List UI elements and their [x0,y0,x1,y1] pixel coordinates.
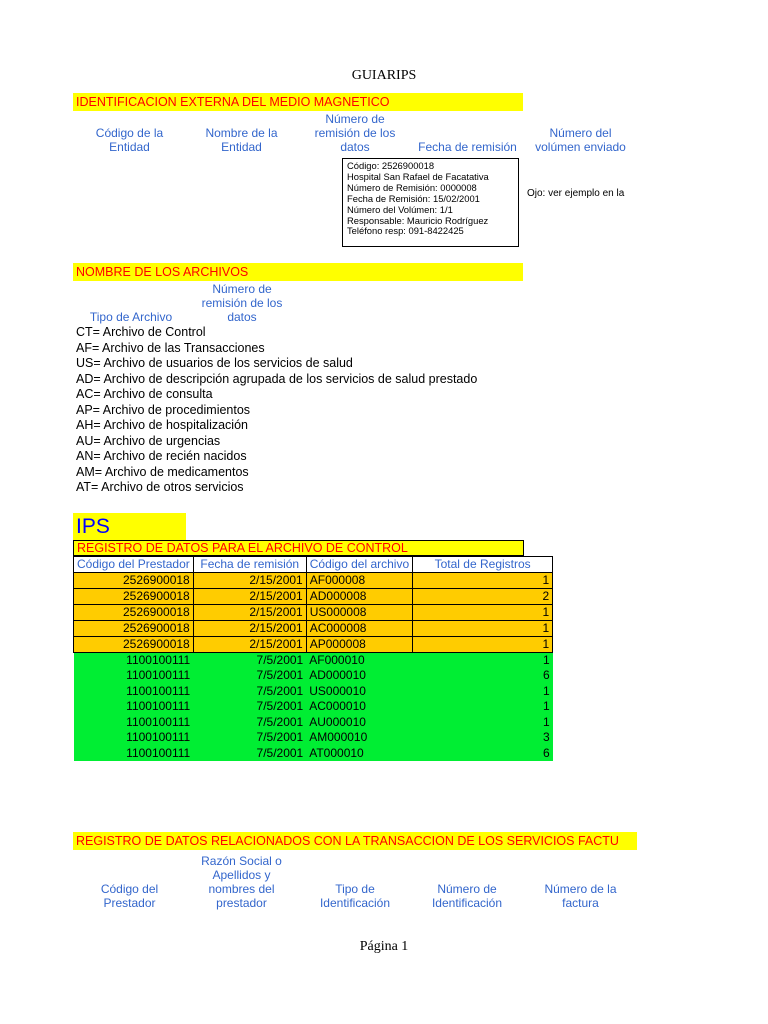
table-row [74,684,553,700]
col-numero-volumen: Número del volúmen enviado [535,126,626,154]
file-type-item: AC= Archivo de consulta [76,387,213,401]
section-bar-identificacion: IDENTIFICACION EXTERNA DEL MEDIO MAGNETICO [73,93,523,111]
table-row [74,715,553,731]
label-line: Número del Volúmen: 1/1 [347,203,453,215]
col-codigo-entidad: Código de la Entidad [95,126,164,154]
cell-archivo: AT000010 [306,746,412,762]
header-total-registros: Total de Registros [413,557,553,573]
cell-prestador: 2526900018 [74,605,194,621]
cell-fecha: 7/5/2001 [193,684,306,700]
table-row [74,589,553,605]
cell-archivo: AP000008 [306,637,412,653]
label-line: Responsable: Mauricio Rodríguez [347,214,489,226]
section-bar-nombre-archivos: NOMBRE DE LOS ARCHIVOS [73,263,523,281]
cell-prestador: 1100100111 [74,699,194,715]
file-type-item: AM= Archivo de medicamentos [76,464,249,479]
table-row [74,653,553,669]
header-fecha-remision: Fecha de remisión [193,557,306,573]
cell-total: 1 [413,653,553,669]
table-row [74,746,553,762]
cell-total: 1 [413,621,553,637]
file-type-item: AH= Archivo de hospitalización [76,418,248,432]
cell-prestador: 1100100111 [74,684,194,700]
table-row [74,621,553,637]
table-row [74,699,553,715]
cell-prestador: 1100100111 [74,668,194,684]
col-numero-identificacion: Número de Identificación [431,882,503,910]
file-type-item: CT= Archivo de Control [76,325,206,339]
label-line: Teléfono resp: 091-8422425 [347,225,464,237]
col-numero-factura: Número de la factura [544,882,617,910]
col-fecha-remision: Fecha de remisión [418,140,517,154]
cell-total: 1 [413,573,553,589]
cell-archivo: AC000008 [306,621,412,637]
cell-prestador: 2526900018 [74,621,194,637]
cell-archivo: AF000008 [306,573,412,589]
cell-fecha: 2/15/2001 [193,589,306,605]
file-type-item: AT= Archivo de otros servicios [76,480,244,494]
header-codigo-archivo: Código del archivo [306,557,412,573]
col-razon-social: Razón Social o Apellidos y nombres del prestador [201,854,282,910]
cell-prestador: 2526900018 [74,589,194,605]
col-tipo-archivo: Tipo de Archivo [89,310,173,324]
table-header-row [74,557,553,573]
cell-total: 1 [413,684,553,700]
cell-total: 2 [413,589,553,605]
page-number: Página 1 [359,939,409,954]
section-bar-control: REGISTRO DE DATOS PARA EL ARCHIVO DE CONTROL [73,540,524,556]
cell-total: 1 [413,605,553,621]
cell-total: 6 [413,746,553,762]
cell-total: 1 [413,715,553,731]
cell-fecha: 7/5/2001 [193,699,306,715]
cell-archivo: AF000010 [306,653,412,669]
media-label-box [342,158,519,247]
cell-prestador: 2526900018 [74,637,194,653]
cell-fecha: 7/5/2001 [193,746,306,762]
example-note: Ojo: ver ejemplo en la [527,188,625,199]
file-type-item: AP= Archivo de procedimientos [76,402,251,417]
cell-prestador: 2526900018 [74,573,194,589]
cell-fecha: 7/5/2001 [193,668,306,684]
col-numero-remision: Número de remisión de los datos [314,112,396,154]
cell-archivo: AD000008 [306,589,412,605]
cell-total: 3 [413,730,553,746]
control-records-table [73,556,553,761]
cell-prestador: 1100100111 [74,715,194,731]
cell-archivo: AU000010 [306,715,412,731]
col-numero-remision-2: Número de remisión de los datos [201,282,283,324]
table-row [74,730,553,746]
cell-fecha: 7/5/2001 [193,653,306,669]
file-type-item: AD= Archivo de descripción agrupada de los servicios de salud prestado [76,371,478,386]
table-row [74,573,553,589]
file-type-item: US= Archivo de usuarios de los servicios de salud [76,356,353,370]
cell-total: 1 [413,699,553,715]
label-line: Código: 2526900018 [347,160,435,171]
cell-total: 1 [413,637,553,653]
cell-prestador: 1100100111 [74,746,194,762]
header-codigo-prestador: Código del Prestador [74,557,194,573]
cell-fecha: 7/5/2001 [193,715,306,731]
file-type-item: AU= Archivo de urgencias [76,433,221,448]
section-bar-transaccion: REGISTRO DE DATOS RELACIONADOS CON LA TRANSACCION DE LOS SERVICIOS FACTU [73,832,637,850]
cell-archivo: AC000010 [306,699,412,715]
table-row [74,605,553,621]
cell-archivo: US000010 [306,684,412,700]
label-line: Número de Remisión: 0000008 [347,181,477,193]
cell-prestador: 1100100111 [74,730,194,746]
cell-archivo: AM000010 [306,730,412,746]
cell-total: 6 [413,668,553,684]
cell-prestador: 1100100111 [74,653,194,669]
cell-fecha: 7/5/2001 [193,730,306,746]
label-line: Fecha de Remisión: 15/02/2001 [347,192,480,204]
table-row [74,637,553,653]
file-type-item: AF= Archivo de las Transacciones [76,340,265,355]
col-nombre-entidad: Nombre de la Entidad [205,126,278,154]
cell-fecha: 2/15/2001 [193,621,306,637]
file-type-item: AN= Archivo de recién nacidos [76,449,247,463]
cell-archivo: AD000010 [306,668,412,684]
cell-fecha: 2/15/2001 [193,637,306,653]
table-row [74,668,553,684]
label-line: Hospital San Rafael de Facatativa [347,170,489,182]
cell-fecha: 2/15/2001 [193,573,306,589]
cell-fecha: 2/15/2001 [193,605,306,621]
col-tipo-identificacion: Tipo de Identificación [319,882,391,910]
col-codigo-prestador: Código del Prestador [100,882,159,910]
ips-label: IPS [73,513,186,540]
cell-archivo: US000008 [306,605,412,621]
page-title: GUIARIPS [351,68,417,83]
